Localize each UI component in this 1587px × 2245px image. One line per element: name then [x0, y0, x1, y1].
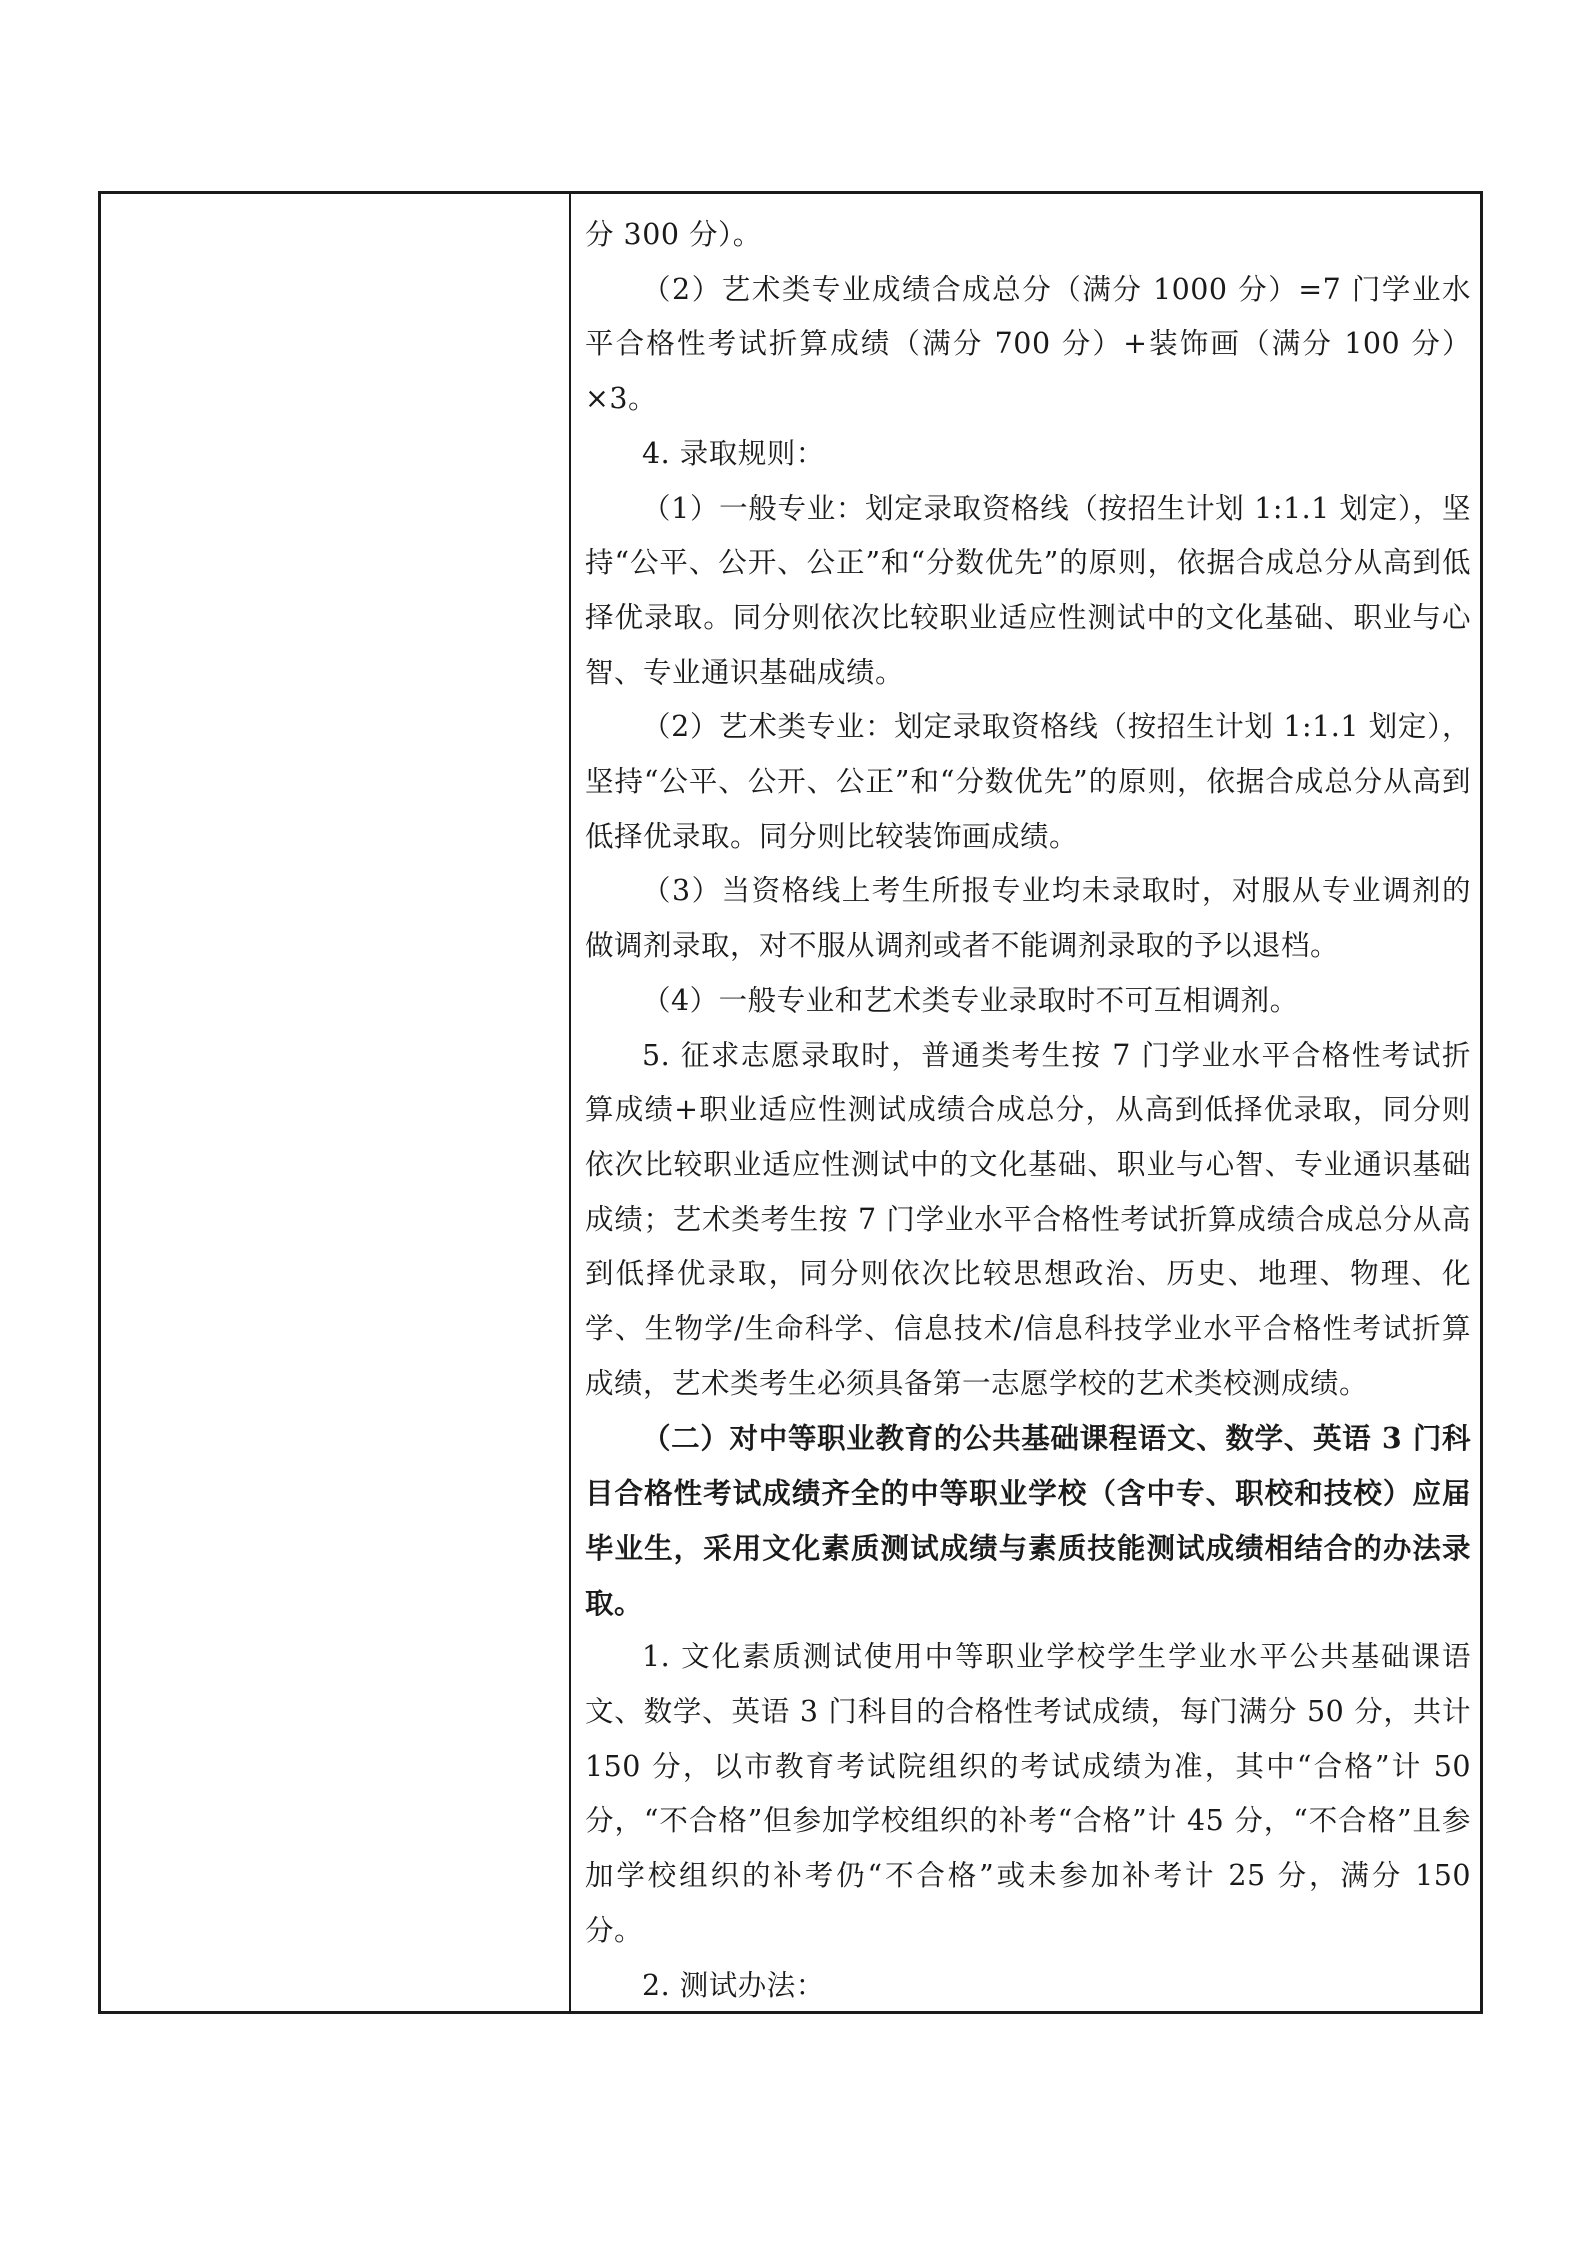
- left-column-cell: [101, 194, 569, 2011]
- document-table: [98, 191, 1483, 2014]
- paragraph-admission-rules-heading: 4. 录取规则：: [642, 436, 825, 470]
- paragraph-general-major-rule: （1）一般专业：划定录取资格线（按招生计划 1:1.1 划定），坚持“公平、公开、公正”和“分数优先”的原则，依据合成总分从高到低择优录取。同分则依次比较职业适应性测试中的文化基础、职业与心智、专业通识基础成绩。: [585, 491, 1471, 689]
- paragraph-no-cross-adjustment: （4）一般专业和艺术类专业录取时不可互相调剂。: [642, 983, 1299, 1017]
- section-heading-vocational: （二）对中等职业教育的公共基础课程语文、数学、英语 3 门科目合格性考试成绩齐全的中等职业学校（含中专、职校和技校）应届毕业生，采用文化素质测试成绩与素质技能测试成绩相结合的办法录取。: [585, 1421, 1471, 1620]
- paragraph-solicitation-admission: 5. 征求志愿录取时，普通类考生按 7 门学业水平合格性考试折算成绩+职业适应性测试成绩合成总分，从高到低择优录取，同分则依次比较职业适应性测试中的文化基础、职业与心智、专业通识基础成绩；艺术类考生按 7 门学业水平合格性考试折算成绩合成总分从高到低择优录取，同分则依次比较思想政治、历史、地理、物理、化学、生物学/生命科学、信息技术/信息科技学业水平合格性考试折算成绩，艺术类考生必须具备第一志愿学校的艺术类校测成绩。: [585, 1038, 1471, 1400]
- paragraph-cultural-quality-test: 1. 文化素质测试使用中等职业学校学生学业水平公共基础课语文、数学、英语 3 门科目的合格性考试成绩，每门满分 50 分，共计 150 分，以市教育考试院组织的考试成绩为准，其中“合格”计 50 分，“不合格”但参加学校组织的补考“合格”计 45 分，“不合格”且参加学校组织的补考仍“不合格”或未参加补考计 25 分，满分 150 分。: [585, 1640, 1471, 1947]
- paragraph-adjustment-rule: （3）当资格线上考生所报专业均未录取时，对服从专业调剂的做调剂录取，对不服从调剂或者不能调剂录取的予以退档。: [585, 874, 1471, 963]
- paragraph-score-continuation: 分 300 分）。: [585, 218, 762, 251]
- paragraph-test-method-heading: 2. 测试办法：: [642, 1968, 825, 2002]
- paragraph-art-score-formula: （2）艺术类专业成绩合成总分（满分 1000 分）=7 门学业水平合格性考试折算成绩（满分 700 分）+装饰画（满分 100 分）×3。: [585, 272, 1471, 416]
- content-cell: [585, 208, 1471, 2013]
- paragraph-art-major-rule: （2）艺术类专业：划定录取资格线（按招生计划 1:1.1 划定），坚持“公平、公开、公正”和“分数优先”的原则，依据合成总分从高到低择优录取。同分则比较装饰画成绩。: [585, 710, 1471, 853]
- column-divider: [569, 194, 571, 2011]
